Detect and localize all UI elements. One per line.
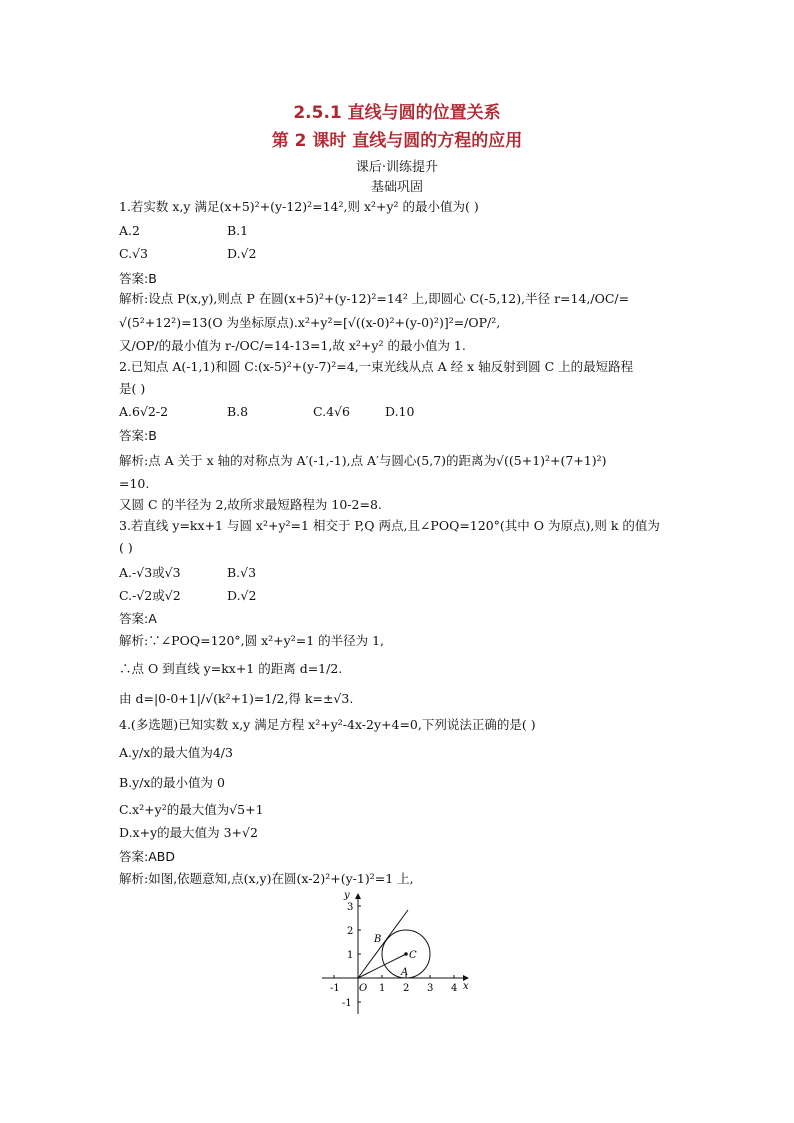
q3-explanation-2: ∴点 O 到直线 y=kx+1 的距离 d=1/2. — [119, 661, 343, 676]
x-tick-label: -1 — [330, 983, 340, 994]
q1-explanation-2: √(5²+12²)=13(O 为坐标原点).x²+y²=[√((x-0)²+(y-0)²)]²=/OP/², — [119, 315, 501, 330]
q4-explanation-1: 解析:如图,依题意知,点(x,y)在圆(x-2)²+(y-1)²=1 上, — [119, 871, 414, 886]
q1-option-a: A.2 — [119, 223, 140, 238]
lesson-title: 第 2 课时 直线与圆的方程的应用 — [271, 131, 523, 151]
circle-tangent-figure — [318, 890, 478, 1020]
y-tick-label: 2 — [347, 926, 354, 937]
q1-answer: 答案:B — [119, 271, 157, 286]
section-heading: 基础巩固 — [370, 180, 423, 195]
q4-stem: 4.(多选题)已知实数 x,y 满足方程 x²+y²-4x-2y+4=0,下列说法正确的是( ) — [119, 717, 536, 732]
q1-explanation-1: 解析:设点 P(x,y),则点 P 在圆(x+5)²+(y-12)²=14² 上,即圆心 C(-5,12),半径 r=14,/OC/= — [119, 291, 630, 306]
q4-option-b: B.y/x的最小值为 0 — [119, 775, 225, 790]
x-tick-label: 3 — [427, 983, 434, 994]
q3-explanation-3: 由 d=|0-0+1|/√(k²+1)=1/2,得 k=±√3. — [119, 691, 354, 706]
q4-option-a: A.y/x的最大值为4/3 — [119, 745, 233, 760]
section-subtitle: 课后·训练提升 — [355, 160, 439, 175]
origin-label: O — [359, 983, 368, 994]
q3-explanation-1: 解析:∵∠POQ=120°,圆 x²+y²=1 的半径为 1, — [119, 633, 385, 648]
q4-option-c: C.x²+y²的最大值为√5+1 — [119, 802, 264, 817]
q3-answer: 答案:A — [119, 611, 157, 626]
q2-explanation-2: =10. — [119, 476, 150, 491]
x-tick-label: 4 — [451, 983, 458, 994]
y-tick-label: 3 — [347, 902, 354, 913]
q2-option-b: B.8 — [227, 404, 249, 419]
q2-stem-1: 2.已知点 A(-1,1)和圆 C:(x-5)²+(y-7)²=4,一束光线从点 A 经 x 轴反射到圆 C 上的最短路程 — [119, 359, 634, 374]
y-axis-label: y — [344, 890, 350, 901]
q3-stem-2: ( ) — [119, 540, 133, 555]
q2-option-d: D.10 — [385, 404, 415, 419]
q1-stem: 1.若实数 x,y 满足(x+5)²+(y-12)²=14²,则 x²+y² 的最小值为( ) — [119, 199, 479, 214]
center-point-c — [404, 952, 408, 956]
q2-stem-2: 是( ) — [119, 381, 146, 396]
q3-option-a: A.-√3或√3 — [119, 565, 181, 580]
q3-option-b: B.√3 — [227, 565, 257, 580]
q3-stem-1: 3.若直线 y=kx+1 与圆 x²+y²=1 相交于 P,Q 两点,且∠POQ=120°(其中 O 为原点),则 k 的值为 — [119, 518, 660, 533]
q3-option-c: C.-√2或√2 — [119, 588, 181, 603]
x-tick-label: 2 — [403, 983, 410, 994]
q2-explanation-1: 解析:点 A 关于 x 轴的对称点为 A′(-1,-1),点 A′与圆心(5,7)的距离为√((5+1)²+(7+1)²) — [119, 453, 607, 468]
q2-option-a: A.6√2-2 — [119, 404, 169, 419]
point-a-label: A — [401, 967, 409, 978]
q1-explanation-3: 又/OP/的最小值为 r-/OC/=14-13=1,故 x²+y² 的最小值为 1. — [119, 338, 466, 353]
q2-explanation-3: 又圆 C 的半径为 2,故所求最短路程为 10-2=8. — [119, 497, 382, 512]
q1-option-b: B.1 — [227, 223, 249, 238]
q2-option-c: C.4√6 — [313, 404, 350, 419]
x-tick-label: 1 — [379, 983, 386, 994]
point-c-label: C — [409, 950, 417, 961]
x-axis-label: x — [463, 981, 469, 992]
q1-option-c: C.√3 — [119, 246, 149, 261]
point-b-label: B — [374, 934, 382, 945]
q4-answer: 答案:ABD — [119, 849, 175, 864]
q1-option-d: D.√2 — [227, 246, 257, 261]
q3-option-d: D.√2 — [227, 588, 257, 603]
y-tick-label: -1 — [342, 998, 352, 1009]
q4-option-d: D.x+y的最大值为 3+√2 — [119, 825, 258, 840]
q2-answer: 答案:B — [119, 428, 157, 443]
y-tick-label: 1 — [347, 950, 354, 961]
section-title: 2.5.1 直线与圆的位置关系 — [293, 103, 501, 123]
